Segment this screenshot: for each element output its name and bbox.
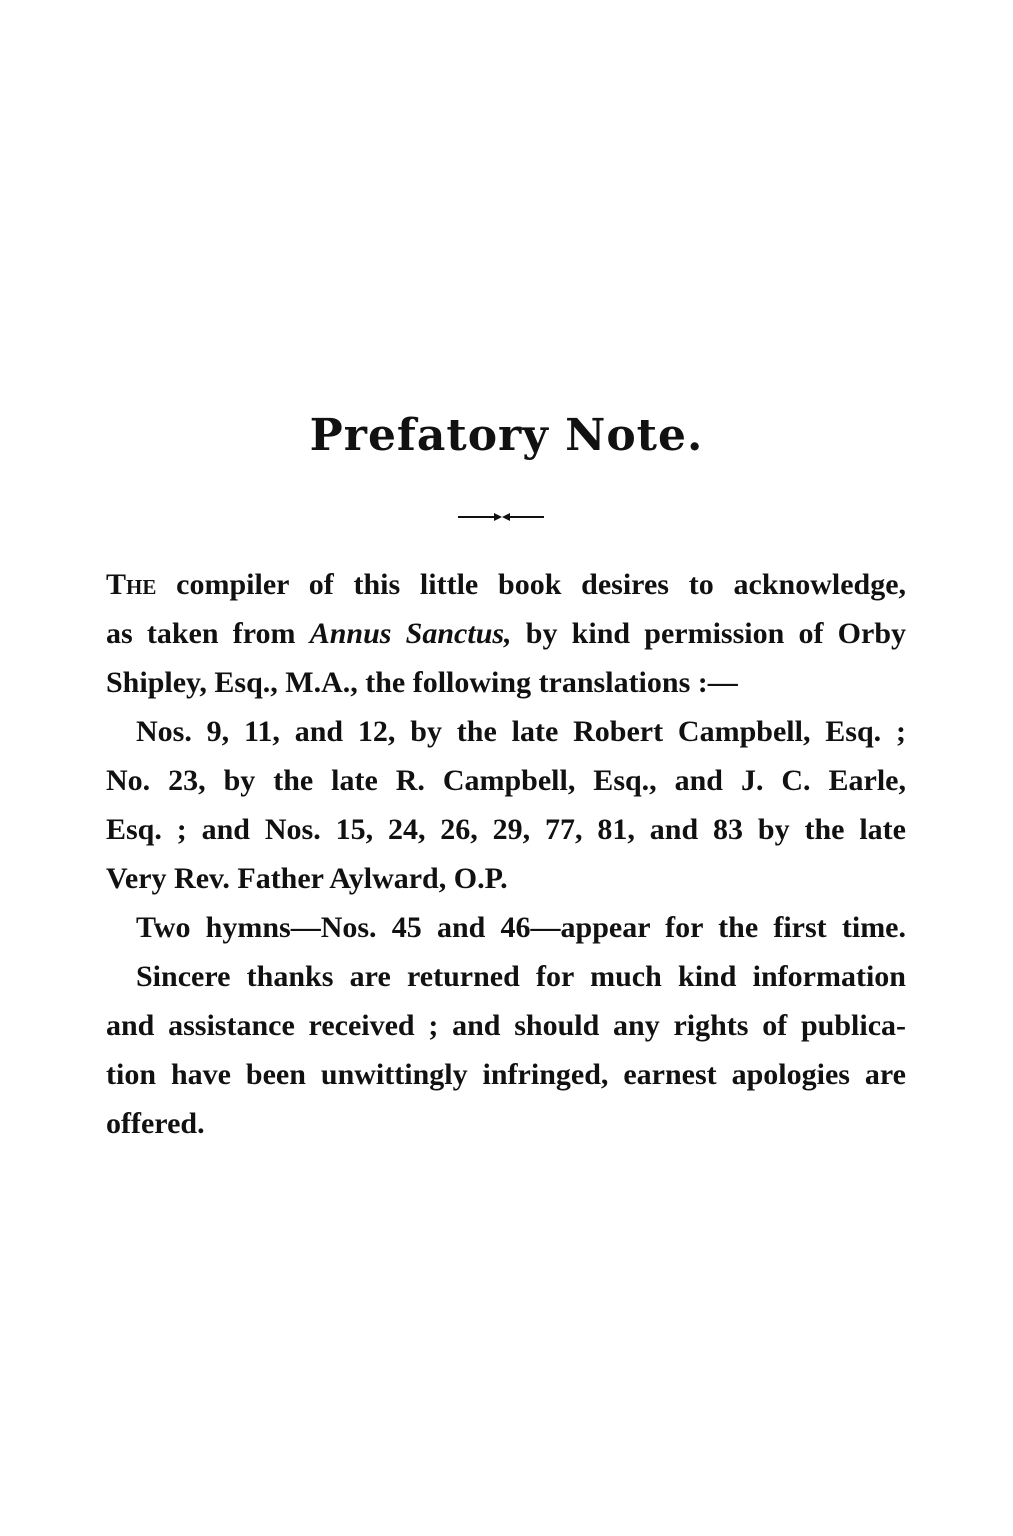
book-title: Annus Sanctus,: [309, 617, 512, 650]
paragraph-2-line-4: Very Rev. Father Aylward, O.P.: [106, 862, 508, 895]
ornament-divider-icon: [456, 510, 546, 524]
prefatory-text: [106, 560, 906, 1148]
paragraph-2-line-3: Esq. ; and Nos. 15, 24, 26, 29, 77, 81, and 83 by the late: [106, 813, 906, 846]
paragraph-1-line-3: Shipley, Esq., M.A., the following translations :—: [106, 666, 738, 699]
paragraph-4-line-3: tion have been unwittingly infringed, earnest apologies are: [106, 1058, 906, 1091]
page-title: Prefatory Note.: [309, 410, 704, 461]
paragraph-4-line-1: Sincere thanks are returned for much kind information: [136, 960, 906, 993]
lead-word: The: [106, 568, 157, 601]
paragraph-2-line-2: No. 23, by the late R. Campbell, Esq., and J. C. Earle,: [106, 764, 906, 797]
paragraph-1-line-2: as taken from Annus Sanctus, by kind permission of Orby: [106, 617, 907, 650]
paragraph-4-line-2: and assistance received ; and should any rights of publica-: [106, 1009, 906, 1042]
paragraph-3-line-1: Two hymns—Nos. 45 and 46—appear for the first time.: [136, 911, 906, 944]
paragraph-2-line-1: Nos. 9, 11, and 12, by the late Robert Campbell, Esq. ;: [136, 715, 906, 748]
paragraph-1-line-1: The compiler of this little book desires to acknowledge,: [106, 568, 907, 601]
paragraph-4-line-4: offered.: [106, 1107, 205, 1140]
